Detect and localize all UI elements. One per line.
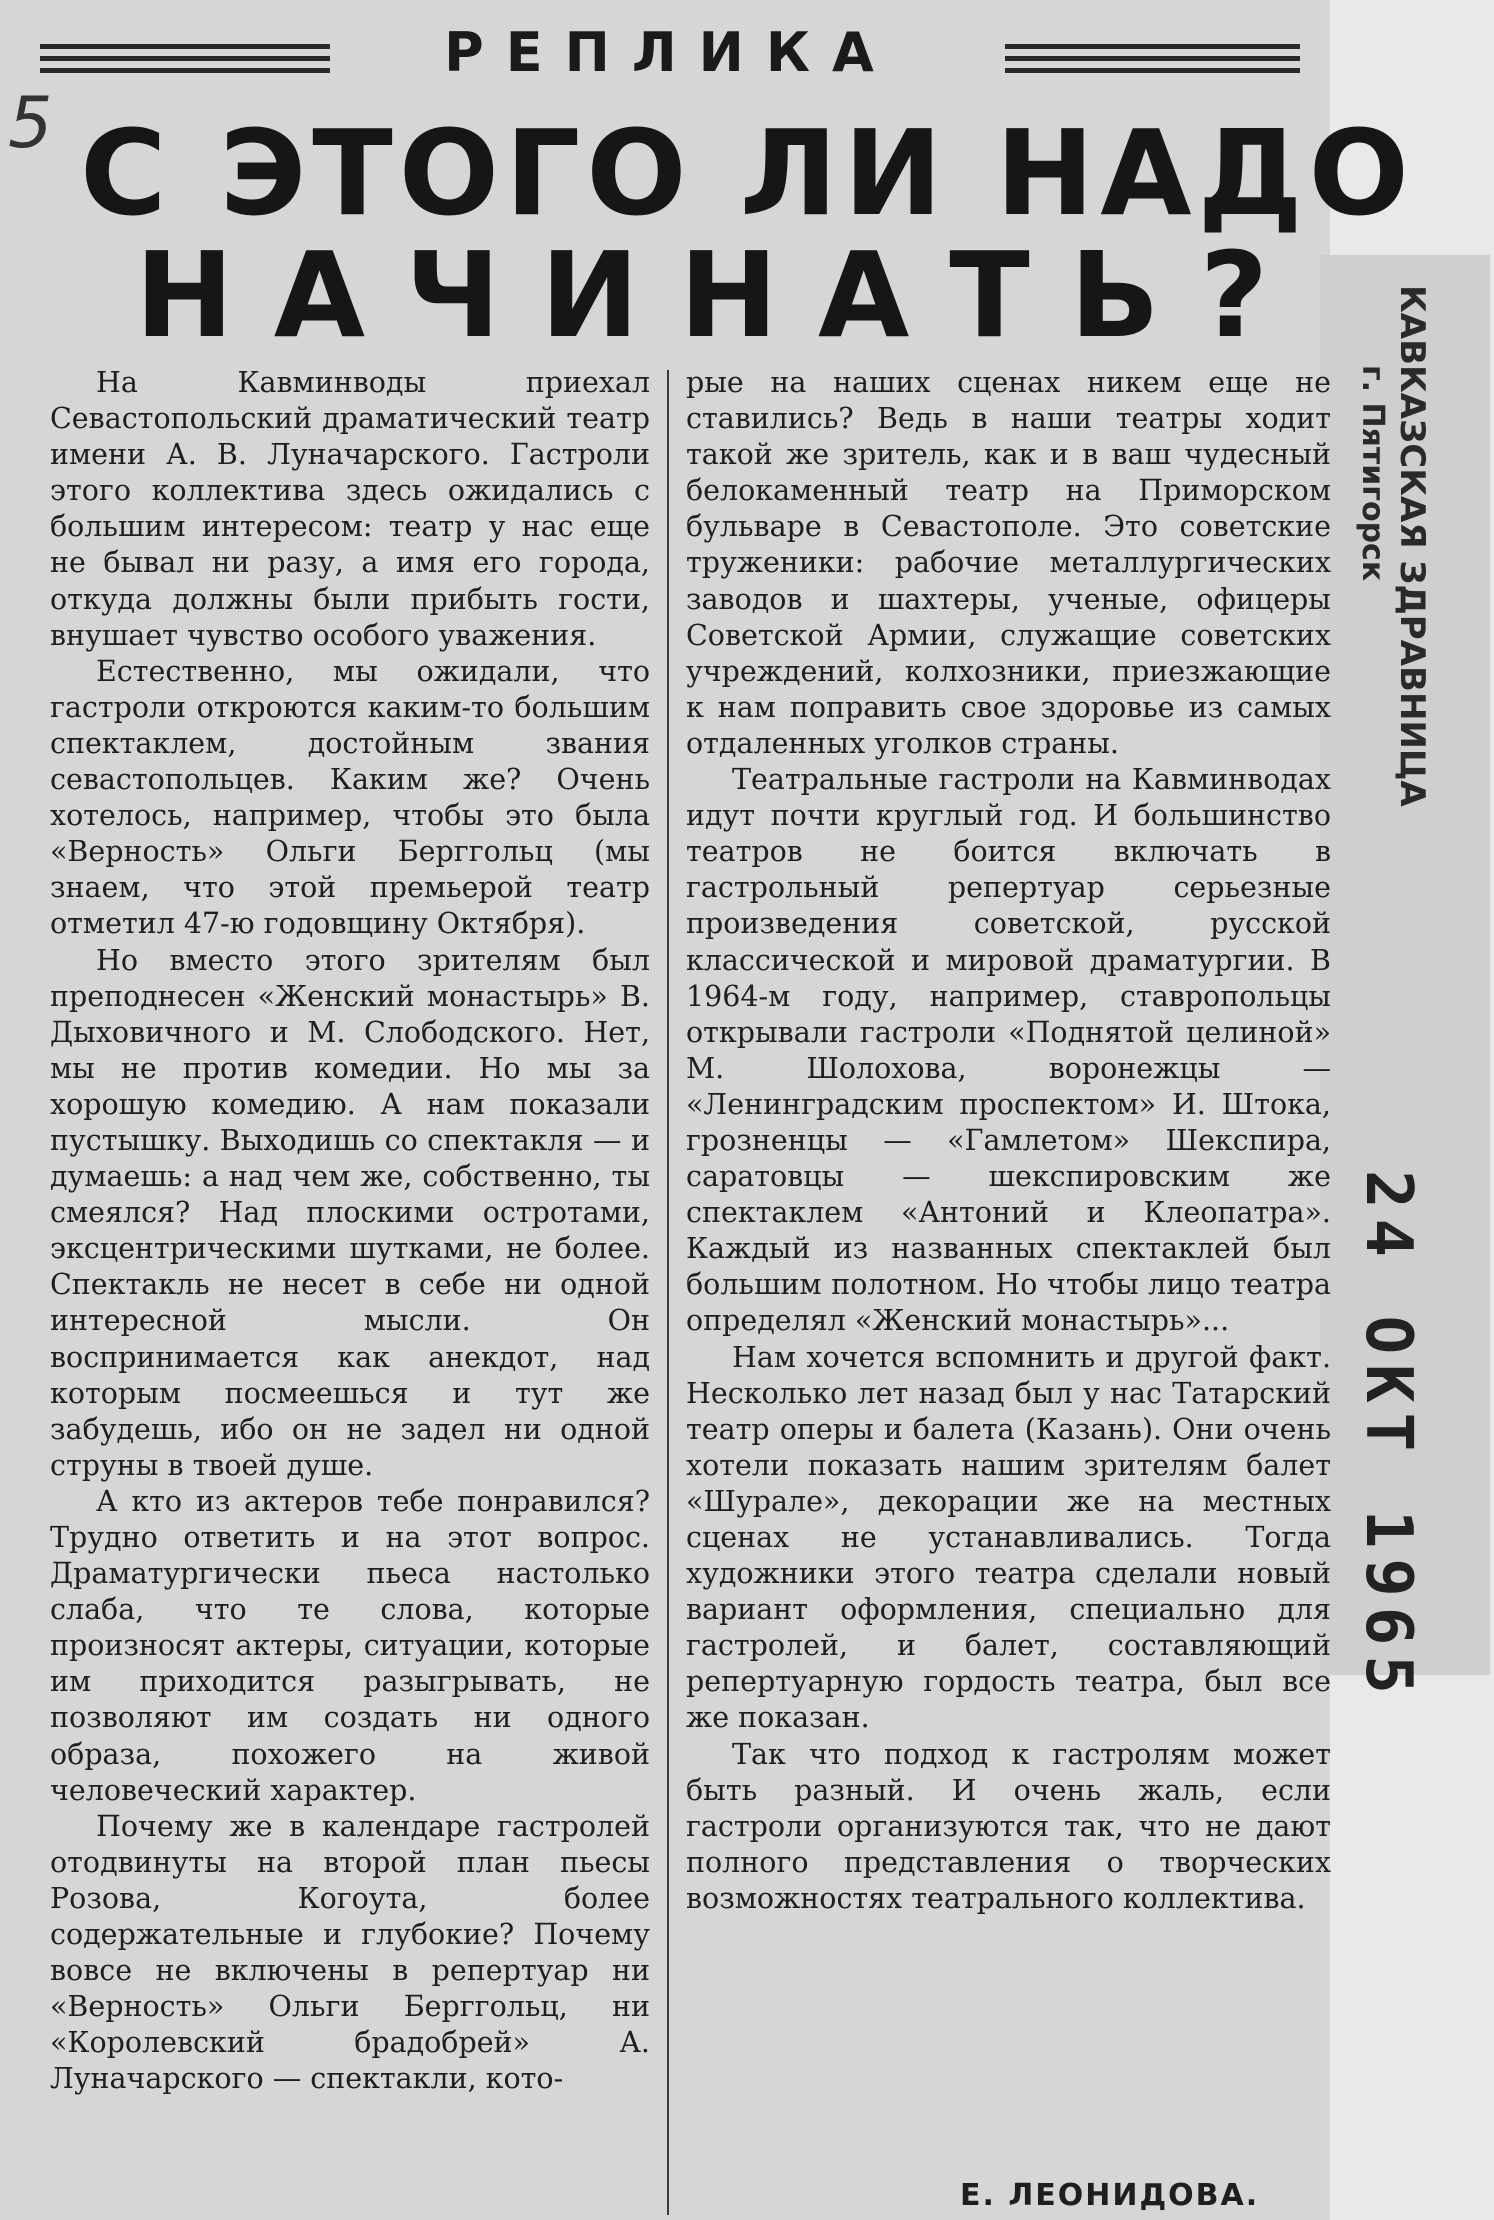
paragraph: Нам хочется вспомнить и другой факт. Несколько лет назад был у нас Татарский театр оперы и балета (Казань). Они очень хотели показать нашим зрителям балет «Шурале», декорации же на местных сценах не устанавливались. Тогда художники этого театра сделали новый вариант оформления, специально для гастролей, и балет, составляющий репертуарную гордость театра, был все же показан. bbox=[686, 1340, 1331, 1735]
stamp-city: г. Пятигорск bbox=[1355, 365, 1390, 582]
paragraph: Театральные гастроли на Кавминводах идут почти круглый год. И большинство театров не боится включать в гастрольный репертуар серьезные произведения советской, русской классической и мировой драматургии. В 1964-м году, например, ставропольцы открывали гастроли «Поднятой целиной» М. Шолохова, воронежцы — «Ленинградским проспектом» И. Штока, грозненцы — «Гамлетом» Шекспира, саратовцы — шекспировским же спектаклем «Антоний и Клеопатра». Каждый из названных спектаклей был большим полотном. Но чтобы лицо театра определял «Женский монастырь»... bbox=[686, 763, 1331, 1338]
paragraph: Почему же в календаре гастролей отодвинуты на второй план пьесы Розова, Когоута, более содержательные и глубокие? Почему вовсе не включены в репертуар ни «Верность» Ольги Берггольц, ни «Королевский брадобрей» А. Луначарского — спектакли, кото- bbox=[50, 1809, 650, 2096]
rubric-rule-right bbox=[1005, 68, 1300, 73]
column-divider bbox=[667, 370, 669, 2215]
handwritten-page-mark: 5 bbox=[8, 82, 53, 164]
stamp-date: 24 ОКТ 1965 bbox=[1351, 1170, 1425, 1704]
rubric-rule-left bbox=[40, 44, 330, 49]
headline-line-1: С ЭТОГО ЛИ НАДО bbox=[80, 104, 1415, 242]
paragraph: Но вместо этого зрителям был преподнесен «Женский монастырь» В. Дыховичного и М. Слободского. Нет, мы не против комедии. Но мы за хорошую комедию. А нам показали пустышку. Выходишь со спектакля — и думаешь: а над чем же, собственно, ты смеялся? Над плоскими остротами, эксцентрическими шутками, не более. Спектакль не несет в себе ни одной интересной мысли. Он воспринимается как анекдот, над которым посмеешься и тут же забудешь, ибо он не задел ни одной струны в твоей душе. bbox=[50, 943, 650, 1482]
author-signature: Е. ЛЕОНИДОВА. bbox=[960, 2178, 1260, 2213]
article-column-right bbox=[686, 365, 1331, 1917]
rubric-rule-left bbox=[40, 68, 330, 73]
headline-line-2: НАЧИНАТЬ? bbox=[135, 226, 1309, 364]
rubric-rule-left bbox=[40, 56, 330, 61]
stamp-newspaper-name: КАВКАЗСКАЯ ЗДРАВНИЦА bbox=[1392, 285, 1432, 807]
rubric-rule-right bbox=[1005, 56, 1300, 61]
paragraph: На Кавминводы приехал Севастопольский драматический театр имени А. В. Луначарского. Гастроли этого коллектива здесь ожидались с большим интересом: театр у нас еще не бывал ни разу, а имя его города, откуда должны были прибыть гости, внушает чувство особого уважения. bbox=[50, 366, 650, 652]
paragraph: рые на наших сценах никем еще не ставились? Ведь в наши театры ходит такой же зритель, как и в ваш чудесный белокаменный театр на Приморском бульваре в Севастополе. Это советские труженики: рабочие металлургических заводов и шахтеры, ученые, офицеры Советской Армии, служащие советских учреждений, колхозники, приезжающие к нам поправить свое здоровье из самых отдаленных уголков страны. bbox=[686, 366, 1331, 760]
paragraph: А кто из актеров тебе понравился? Трудно ответить и на этот вопрос. Драматургически пьеса настолько слаба, что те слова, которые произносят актеры, ситуации, которые им приходится разыгрывать, не позволяют им создать ни одного образа, похожего на живой человеческий характер. bbox=[50, 1484, 650, 1807]
paragraph: Естественно, мы ожидали, что гастроли откроются каким-то большим спектаклем, достойным звания севастопольцев. Каким же? Очень хотелось, например, чтобы это была «Верность» Ольги Берггольц (мы знаем, что этой премьерой театр отметил 47-ю годовщину Октября). bbox=[50, 654, 650, 941]
article-column-left bbox=[50, 365, 650, 2098]
rubric-title: РЕПЛИКА bbox=[444, 21, 896, 84]
paragraph: Так что подход к гастролям может быть разный. И очень жаль, если гастроли организуются так, что не дают полного представления о творческих возможностях театрального коллектива. bbox=[686, 1737, 1331, 1915]
rubric-rule-right bbox=[1005, 44, 1300, 49]
